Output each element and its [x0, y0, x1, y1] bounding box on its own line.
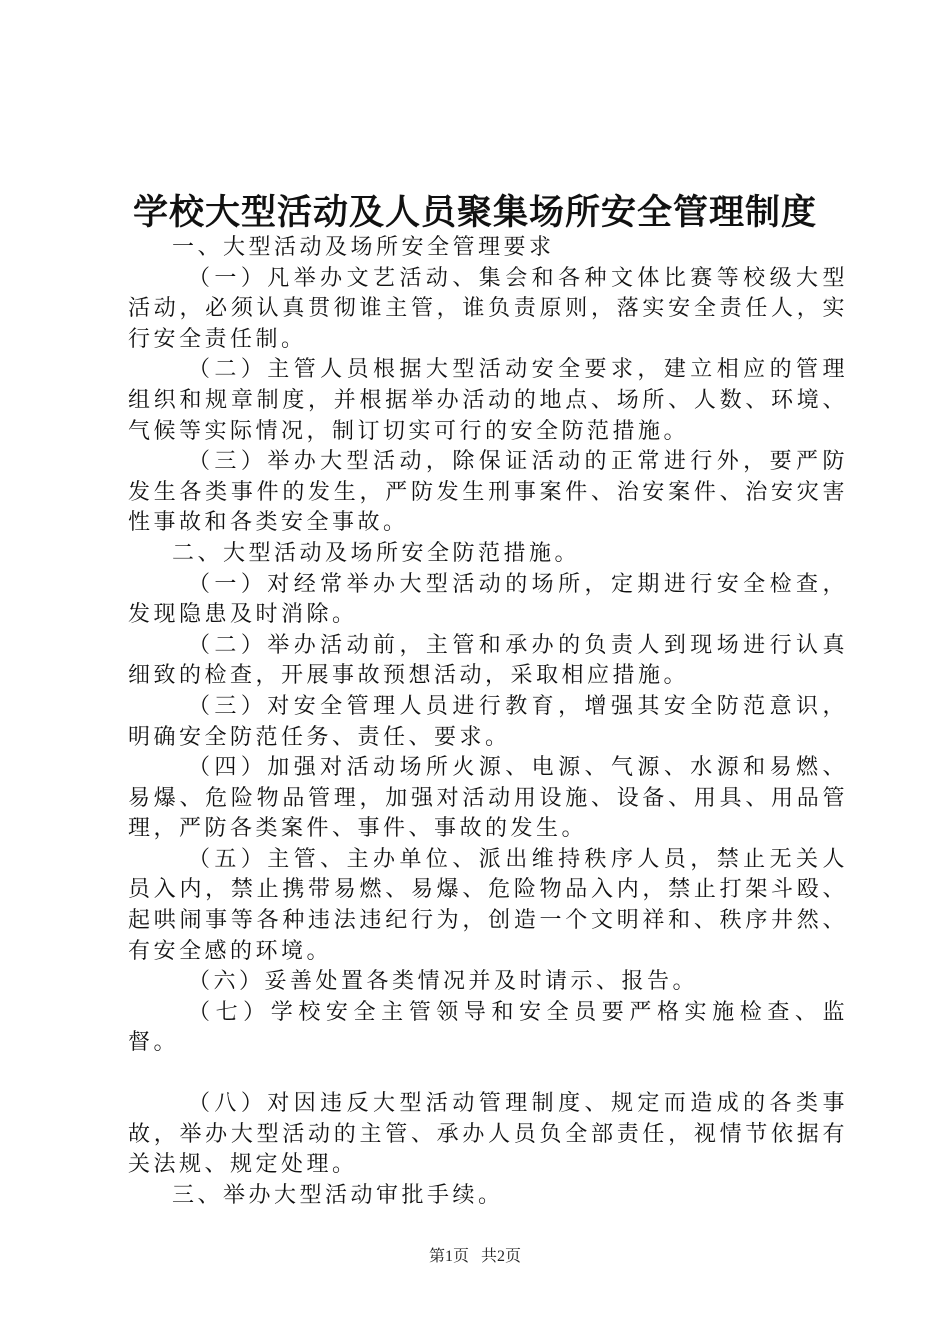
document-title: 学校大型活动及人员聚集场所安全管理制度 — [132, 192, 817, 233]
section-heading-3: 三、举办大型活动审批手续。 — [172, 1182, 504, 1208]
paragraph-2-5: （五）主管、主办单位、派出维持秩序人员，禁止无关人员入内，禁止携带易燃、易爆、危险物品入内，禁止打架斗殴、起哄闹事等各种违法违纪行为，创造一个文明祥和、秩序井然、有安全感的环境。 — [128, 846, 848, 964]
paragraph-2-2: （二）举办活动前，主管和承办的负责人到现场进行认真细致的检查，开展事故预想活动，采取相应措施。 — [128, 632, 848, 689]
paragraph-2-3: （三）对安全管理人员进行教育，增强其安全防范意识，明确安全防范任务、责任、要求。 — [128, 693, 848, 750]
paragraph-1-2: （二）主管人员根据大型活动安全要求，建立相应的管理组织和规章制度，并根据举办活动的地点、场所、人数、环境、气候等实际情况，制订切实可行的安全防范措施。 — [128, 357, 848, 444]
paragraph-2-1: （一）对经常举办大型活动的场所，定期进行安全检查，发现隐患及时消除。 — [128, 571, 848, 628]
page-footer — [0, 1243, 950, 1266]
paragraph-1-1: （一）凡举办文艺活动、集会和各种文体比赛等校级大型活动，必须认真贯彻谁主管，谁负责原则，落实安全责任人，实行安全责任制。 — [128, 265, 848, 352]
paragraph-2-8: （八）对因违反大型活动管理制度、规定而造成的各类事故，举办大型活动的主管、承办人员负全部责任，视情节依据有关法规、规定处理。 — [128, 1091, 848, 1178]
paragraph-2-4: （四）加强对活动场所火源、电源、气源、水源和易燃、易爆、危险物品管理，加强对活动用设施、设备、用具、用品管理，严防各类案件、事件、事故的发生。 — [128, 755, 848, 842]
paragraph-1-3: （三）举办大型活动，除保证活动的正常进行外，要严防发生各类事件的发生，严防发生刑事案件、治安案件、治安灾害性事故和各类安全事故。 — [128, 449, 848, 536]
document-body — [128, 233, 848, 1211]
paragraph-2-7: （七）学校安全主管领导和安全员要严格实施检查、监督。 — [128, 999, 848, 1056]
section-heading-2: 二、大型活动及场所安全防范措施。 — [172, 540, 581, 566]
paragraph-2-6: （六）妥善处置各类情况并及时请示、报告。 — [188, 969, 699, 995]
page-total: 共2页 — [481, 1248, 522, 1265]
blank-line — [128, 1059, 848, 1089]
section-heading-1: 一、大型活动及场所安全管理要求 — [172, 235, 555, 260]
page-number: 第1页 — [428, 1248, 469, 1265]
